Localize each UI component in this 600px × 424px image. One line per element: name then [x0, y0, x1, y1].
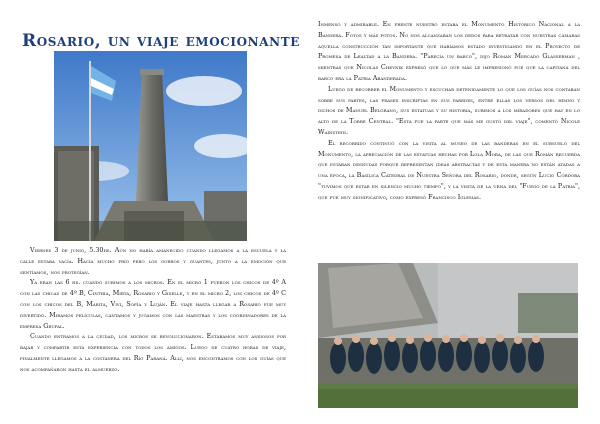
- article-title: Rosario, un viaje emocionante: [22, 31, 300, 52]
- paragraph: Viernes 3 de junio, 5.30hs. Aún no había amanecido cuando llegamos a la escuela y la calle estaba vacía. Hacía mucho frío pero los gorros y guantes, junto a la emoción que sentíamos, nos protegían.: [20, 246, 286, 276]
- paragraph: Cuando entramos a la ciudad, los micros se revolucionaron. Estábamos muy ansiosos por bajar y compartir esta experiencia con todos los amigos. Luego de cuatro horas de viaje, finalmente llegamos a la costanera del Río Paraná. Allí, nos encontramos con los guías que nos acompañaron hasta el almuerzo.: [20, 332, 286, 373]
- group-photo: [318, 263, 578, 408]
- paragraph: Luego de recorrer el Monumento y escuchar detenidamente lo que los guías nos contaban sobre sus partes, las frases inscriptas en sus paredes, entre ellas los versos del himno y dichos de Manuel Belgrano, sus estatuas y su historia, subimos a los miradores que hay en lo alto de la Torre Central. "Esta fue la parte que más me gustó del viaje", comentó Nicole Wainstein.: [318, 84, 580, 136]
- paragraph: El recorrido continuó con la visita al museo de las banderas en el subsuelo del Monumento, la apreciación de las estatuas hechas por Lola Mora, de las que Román recuerda que estaban desnudas porque representan ideas abstractas y de esta manera no están atadas a una época, la Basílica Catedral de Nuestra Señora del Rosario, donde, según Lucio Córdoba "tuvimos que estar en silencio mucho tiempo", y la visita de la urna del "Fuego de la Patria", que fue muy significativo, como expresó Francisco Iglesias.: [318, 138, 580, 201]
- paragraph: Inmenso y admirable. En frente nuestro estaba el Monumento Histórico Nacional a la Bandera. Fotos y más fotos. No nos alcanzaban los dedos para retratar con nuestras cámaras aquella construcción tan importante que habíamos estado investigando en el Proyecto de Promesa de Lealtad a la Bandera. "Parecía un barco", dijo Román Mercado Glasserman , mientras que Nicolás Chevnik expresó que lo que más le impresionó fue que la capitana del barco era la Patria Abanderada.: [318, 20, 580, 82]
- left-text-column: [20, 245, 286, 375]
- paragraph: Ya eran las 6 hs. cuando subimos a los micros. En el micro 1 fueron los chicos de 4º A con las chicas de 4º B, Cinthia, Mirta, Rosario y Giselle, y en el micro 2, los chicos de 4º C con los chicos del B, Marita, Vivi, Sofía y Luján. El viaje hasta llegar a Rosario fue muy divertido. Miramos películas, cantamos y jugamos con las maestras y los coordinadores de la empresa Grupal.: [20, 278, 286, 330]
- right-text-column: [318, 19, 580, 203]
- monument-photo: [54, 51, 247, 241]
